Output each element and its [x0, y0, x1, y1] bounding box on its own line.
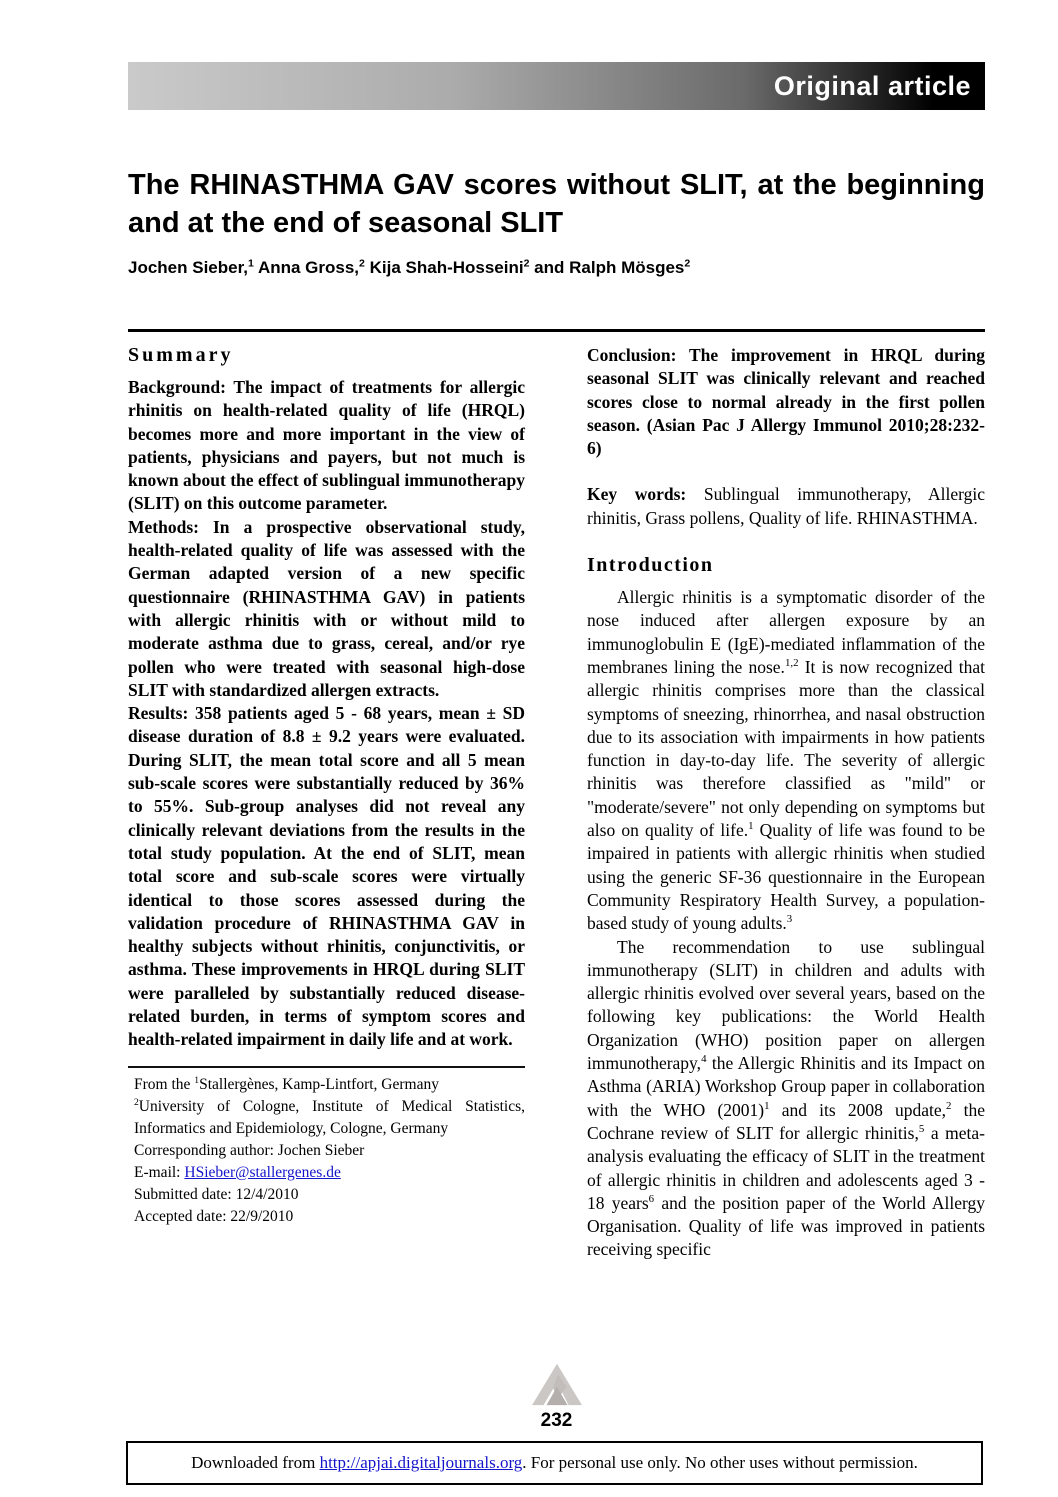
article-type-label: Original article	[773, 70, 971, 101]
article-type-banner	[128, 62, 985, 110]
superscript-reference: 1	[764, 1099, 770, 1112]
right-column	[587, 344, 985, 1262]
left-column	[128, 344, 525, 1228]
introduction-paragraph-2: The recommendation to use sublingual immunotherapy (SLIT) in children and adults with allergic rhinitis evolved over several years, based on the following key publications: the World Health Organization (WHO) position paper on allergen immunotherapy,$^4$ the Allergic Rhinitis and its Impact on Asthma (ARIA) Workshop Group paper in collaboration with the WHO $(2001)^1$ and its 2008 update,$^2$ the Cochrane review of SLIT for allergic rhinitis,$^5$ a meta-analysis evaluating the efficacy of SLIT in the treatment of allergic rhinitis in children and adolescents aged 3 - 18 years$^6$ and the position paper of the World Allergy Organisation. Quality of life was improved in patients receiving specific	[587, 936, 985, 1260]
summary-results-paragraph: Results: 358 patients aged 5 - 68 years, mean ± SD disease duration of 8.8 ± 9.2 years were evaluated. During SLIT, the mean total score and all 5 mean sub-scale scores were substantially reduced by 36% to 55%. Sub-group analyses did not reveal any clinically relevant deviations from the results in the total study population. At the end of SLIT, mean total score and sub-scale scores were virtually identical to those scores assessed during the validation procedure of RHINASTHMA GAV in healthy subjects without rhinitis, conjunctivitis, or asthma. These improvements in HRQL during SLIT were paralleled by substantially reduced disease-related burden, in terms of symptom scores and health-related impairment in daily life and at work.	[128, 703, 525, 1050]
superscript-reference: 1	[194, 1074, 200, 1086]
superscript-reference: 1	[748, 820, 754, 833]
superscript-reference: 2	[359, 257, 365, 270]
superscript-reference: 3	[786, 913, 793, 926]
hyperlink[interactable]: http://apjai.digitaljournals.org	[319, 1453, 523, 1472]
journal-triangle-logo-icon	[528, 1361, 586, 1409]
superscript-reference: 1	[248, 257, 254, 270]
superscript-reference: 2	[684, 257, 691, 270]
bold-label: Key words:	[587, 484, 687, 505]
article-title: The RHINASTHMA GAV scores without SLIT, at the beginning and at the end of seasonal SLIT	[128, 169, 985, 239]
footnote-accepted-date: Accepted date: 22/9/2010	[134, 1207, 294, 1225]
conclusion-paragraph: Conclusion: The improvement in HRQL during seasonal SLIT was clinically relevant and reached scores close to normal already in the first pollen season. (Asian Pac J Allergy Immunol 2010;28:232-6)	[587, 345, 985, 459]
footnote-block	[128, 1068, 525, 1228]
superscript-reference: 6	[648, 1192, 655, 1205]
footnote-corresponding-author: Corresponding author: Jochen Sieber	[134, 1141, 365, 1159]
download-notice-box	[126, 1441, 983, 1485]
introduction-heading: Introduction	[587, 554, 714, 577]
summary-heading: Summary	[128, 344, 234, 366]
superscript-reference: 5	[918, 1123, 925, 1136]
hyperlink[interactable]: HSieber@stallergenes.de	[184, 1163, 341, 1181]
download-notice-text: Downloaded from http://apjai.digitaljournals.org. For personal use only. No other uses without permission.	[191, 1453, 918, 1472]
introduction-paragraph-1: Allergic rhinitis is a symptomatic disorder of the nose induced after allergen exposure by an immunoglobulin E (IgE)-mediated inflammation of the membranes lining the nose.$^{1,2}$ It is now recognized that allergic rhinitis comprises more than the classical symptoms of sneezing, rhinorrhea, and nasal obstruction due to its association with impairments in how patients function in day-to-day life. The severity of allergic rhinitis was therefore classified as "mild" or "moderate/severe" not only depending on symptoms but also on quality of life.$^1$ Quality of life was found to be impaired in patients with allergic rhinitis when studied using the generic SF-36 questionnaire in the European Community Respiratory Health Survey, a population-based study of young adults.$^3$	[587, 587, 985, 934]
summary-background-paragraph: Background: The impact of treatments for allergic rhinitis on health-related quality of life (HRQL) becomes more and more important in the view of patients, physicians and payers, but not much is known about the effect of sublingual immunotherapy (SLIT) on this outcome parameter.	[128, 377, 525, 514]
footnote-email-line: E-mail: HSieber@stallergenes.de	[134, 1163, 341, 1181]
superscript-reference: 2	[134, 1096, 139, 1108]
superscript-reference: 2	[946, 1099, 952, 1112]
footnote-affiliation-1: From the $^1$Stallergènes, Kamp-Lintfort, Germany	[134, 1074, 439, 1093]
summary-methods-paragraph: Methods: In a prospective observational study, health-related quality of life was assessed with the German adapted version of a new specific questionnaire (RHINASTHMA GAV) in patients with allergic rhinitis with or without mild to moderate asthma due to grass, cereal, and/or rye pollen who were treated with seasonal high-dose SLIT with standardized allergen extracts.	[128, 516, 525, 700]
page-footer-center	[128, 1361, 985, 1432]
footnote-submitted-date: Submitted date: 12/4/2010	[134, 1185, 299, 1203]
header-divider-rule	[128, 329, 985, 332]
superscript-reference: 2	[523, 257, 530, 270]
superscript-reference: 1,2	[784, 657, 799, 670]
superscript-reference: 4	[701, 1053, 707, 1066]
page-number: 232	[540, 1410, 573, 1431]
footnote-affiliation-2: $^2$University of Cologne, Institute of Medical Statistics, Informatics and Epidemiology, Cologne, Germany	[134, 1096, 525, 1137]
keywords-paragraph: Key words: Sublingual immunotherapy, Allergic rhinitis, Grass pollens, Quality of life. RHINASTHMA.	[587, 484, 985, 528]
author-line: Jochen Sieber,$^1$ Anna Gross,$^2$ Kija Shah-Hosseini$^2$ and Ralph Mösges$^2$	[128, 257, 691, 277]
